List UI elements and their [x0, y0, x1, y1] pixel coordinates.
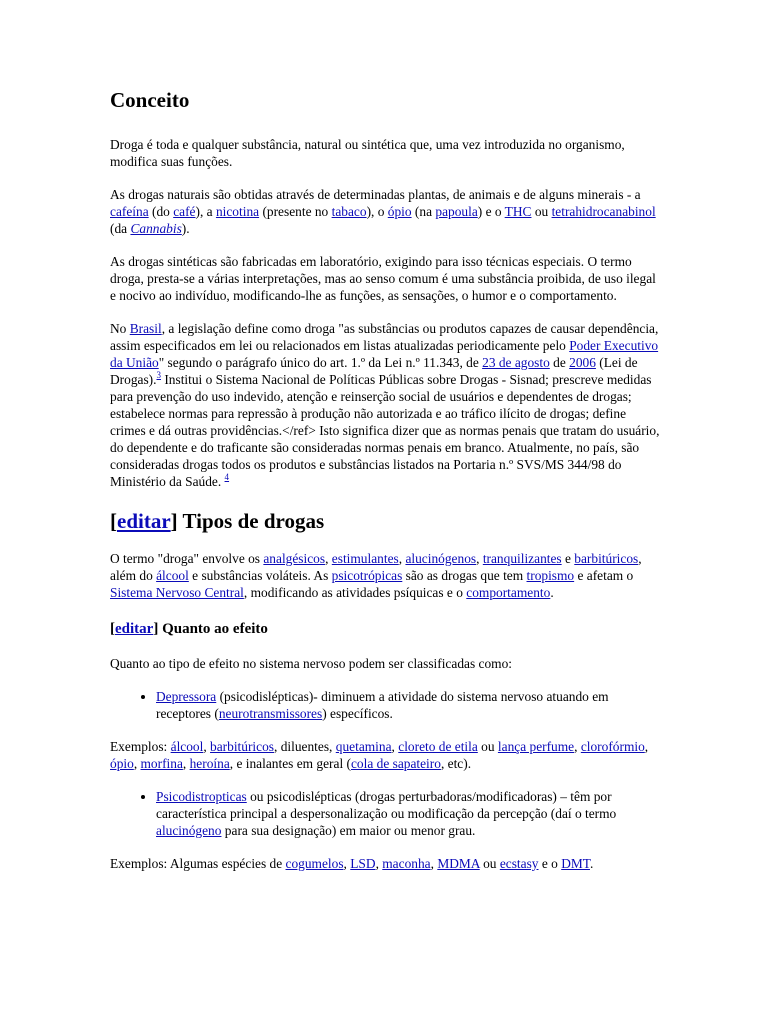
text: , além do: [110, 551, 642, 583]
text: para sua designação) em maior ou menor grau.: [221, 823, 476, 838]
text: Exemplos:: [110, 739, 171, 754]
edit-link-efeito[interactable]: editar: [115, 621, 154, 637]
text: (da: [110, 221, 131, 236]
efeito-heading: [110, 619, 662, 639]
efeito-list-1: [110, 688, 662, 722]
conceito-paragraph-1: Droga é toda e qualquer substância, natural ou sintética que, uma vez introduzida no organismo, modifica suas funções.: [110, 137, 625, 169]
text: No: [110, 321, 130, 336]
link-brasil[interactable]: Brasil: [129, 321, 162, 336]
link-tranquilizantes[interactable]: tranquilizantes: [482, 551, 562, 566]
link-cola-de-sapateiro[interactable]: cola de sapateiro: [350, 756, 441, 771]
text: ), a: [195, 204, 216, 219]
text: ou: [477, 739, 498, 754]
text: e o: [538, 856, 562, 871]
text: ,: [325, 551, 332, 566]
efeito-title: Quanto ao efeito: [158, 621, 268, 637]
text: O termo "droga" envolve os: [110, 551, 264, 566]
text: As drogas naturais são obtidas através de determinadas plantas, de animais e de alguns minerais - a: [110, 187, 641, 202]
text: e substâncias voláteis. As: [188, 568, 332, 583]
text: ,: [430, 856, 438, 871]
link-cafeina[interactable]: cafeína: [110, 204, 149, 219]
link-23-de-agosto[interactable]: 23 de agosto: [482, 355, 550, 370]
link-dmt[interactable]: DMT: [561, 856, 590, 871]
text: e: [561, 551, 575, 566]
text: , e inalantes em geral (: [229, 756, 351, 771]
text: ) específicos.: [322, 706, 393, 721]
conceito-heading: Conceito: [110, 88, 190, 112]
link-comportamento[interactable]: comportamento: [466, 585, 551, 600]
link-heroina[interactable]: heroína: [189, 756, 230, 771]
text: ,: [574, 739, 581, 754]
link-barbituricos[interactable]: barbitúricos: [574, 551, 639, 566]
conceito-paragraph-3: As drogas sintéticas são fabricadas em laboratório, exigindo para isso técnicas especiais. O termo droga, presta-se a várias interpretações, mas ao senso comum é uma substância proibida, de uso ilegal e nocivo ao indivíduo, modificando-lhe as funções, as sensações, o humor e o comportamento.: [110, 254, 656, 303]
link-tetrahidrocanabinol[interactable]: tetrahidrocanabinol: [551, 204, 656, 219]
text: ,: [391, 739, 399, 754]
link-nicotina[interactable]: nicotina: [215, 204, 260, 219]
link-lsd[interactable]: LSD: [350, 856, 376, 871]
text: ,: [133, 756, 141, 771]
link-ecstasy[interactable]: ecstasy: [499, 856, 539, 871]
link-maconha[interactable]: maconha: [382, 856, 431, 871]
text: .: [589, 856, 594, 871]
efeito-intro: Quanto ao tipo de efeito no sistema nervoso podem ser classificadas como:: [110, 656, 512, 671]
link-opio[interactable]: ópio: [110, 756, 134, 771]
bracket-open: [: [110, 621, 115, 637]
efeito-list-2: [110, 788, 662, 839]
link-tabaco[interactable]: tabaco: [331, 204, 367, 219]
list-item-depressora: [156, 688, 662, 722]
text: , etc).: [440, 756, 472, 771]
link-papoula[interactable]: papoula: [435, 204, 478, 219]
link-alcool[interactable]: álcool: [156, 568, 189, 583]
text: (Lei de Drogas).: [110, 355, 638, 387]
conceito-paragraph-2: [110, 186, 662, 237]
link-analgesicos[interactable]: analgésicos: [263, 551, 326, 566]
list-item-psicodistropticas: [156, 788, 662, 839]
footnote-ref-3[interactable]: 3: [156, 370, 161, 380]
text: Institui o Sistema Nacional de Políticas Públicas sobre Drogas - Sisnad; prescreve medidas para prevenção do uso indevido, atenção e reinserção social de usuários e dependentes de drogas; estabelece normas para repressão à produção não autorizada e ao tráfico ilícito de drogas; define crimes e dá outras providências.</ref> Isto significa dizer que as normas penais que tratam do usuário, do dependente e do traficante são consideradas normas penais em branco. Atualmente, no país, são consideradas drogas todos os produtos e substâncias listados na Portaria n.º SVS/MS 344/98 do Ministério da Saúde.: [110, 372, 660, 489]
bracket-open: [: [110, 509, 117, 533]
link-neurotransmissores[interactable]: neurotransmissores: [218, 706, 323, 721]
link-psicotropicas[interactable]: psicotrópicas: [331, 568, 403, 583]
link-mdma[interactable]: MDMA: [437, 856, 480, 871]
link-psicodistropticas[interactable]: Psicodistropticas: [156, 789, 247, 804]
link-depressora[interactable]: Depressora: [156, 689, 217, 704]
link-lanca-perfume[interactable]: lança perfume: [497, 739, 575, 754]
text: (na: [411, 204, 436, 219]
edit-link-tipos[interactable]: editar: [117, 509, 171, 533]
text: ,: [644, 739, 649, 754]
text: ).: [181, 221, 190, 236]
link-2006[interactable]: 2006: [569, 355, 596, 370]
text: ou: [479, 856, 500, 871]
exemplos-paragraph-1: [110, 738, 662, 772]
link-cloreto-de-etila[interactable]: cloreto de etila: [398, 739, 478, 754]
text: ,: [398, 551, 406, 566]
link-poder-executivo[interactable]: Poder Executivo da União: [110, 338, 659, 370]
document-page: [110, 86, 662, 888]
cannabis-italic: Cannabis: [130, 221, 182, 236]
link-morfina[interactable]: morfina: [140, 756, 183, 771]
tipos-title: Tipos de drogas: [177, 509, 325, 533]
link-tropismo[interactable]: tropismo: [526, 568, 575, 583]
text: ou: [531, 204, 552, 219]
text: de: [549, 355, 570, 370]
link-cogumelos[interactable]: cogumelos: [285, 856, 344, 871]
text: , modificando as atividades psíquicas e o: [243, 585, 467, 600]
text: ,: [476, 551, 483, 566]
text: (psicodislépticas)- diminuem a atividade do sistema nervoso atuando em receptores (: [156, 689, 609, 721]
text: ,: [203, 739, 211, 754]
text: são as drogas que tem: [402, 568, 527, 583]
text: e afetam o: [574, 568, 634, 583]
tipos-paragraph-1: [110, 550, 662, 601]
link-sistema-nervoso-central[interactable]: Sistema Nervoso Central: [110, 585, 244, 600]
text: .: [550, 585, 554, 600]
link-cannabis[interactable]: [130, 221, 181, 236]
link-alucinogeno[interactable]: alucinógeno: [156, 823, 222, 838]
link-estimulantes[interactable]: estimulantes: [331, 551, 399, 566]
link-barbituricos[interactable]: barbitúricos: [210, 739, 275, 754]
text: ,: [343, 856, 351, 871]
footnote-ref-4[interactable]: 4: [224, 472, 230, 482]
link-cloroformio[interactable]: clorofórmio: [580, 739, 645, 754]
text: ) e o: [477, 204, 505, 219]
text: (do: [148, 204, 174, 219]
link-opio[interactable]: ópio: [387, 204, 412, 219]
text: , diluentes,: [274, 739, 336, 754]
conceito-paragraph-4: [110, 320, 662, 490]
text: , a legislação define como droga "as substâncias ou produtos capazes de causar dependência, assim especificados em lei ou relacionados em listas atualizadas periodicamente pelo: [110, 321, 659, 353]
link-cafe[interactable]: café: [173, 204, 196, 219]
bracket-close: ]: [153, 621, 159, 637]
text: ,: [375, 856, 383, 871]
text: ,: [182, 756, 190, 771]
text: ), o: [366, 204, 388, 219]
text: Exemplos: Algumas espécies de: [110, 856, 286, 871]
link-alucinogenos[interactable]: alucinógenos: [405, 551, 477, 566]
link-quetamina[interactable]: quetamina: [335, 739, 392, 754]
text: " segundo o parágrafo único do art. 1.º da Lei n.º 11.343, de: [158, 355, 483, 370]
link-alcool[interactable]: álcool: [170, 739, 204, 754]
exemplos-paragraph-2: [110, 855, 662, 872]
text: ou psicodislépticas (drogas perturbadoras/modificadoras) – têm por característica principal a despersonalização ou modificação da percepção (daí o termo: [156, 789, 617, 821]
tipos-heading: [110, 508, 662, 534]
link-thc[interactable]: THC: [504, 204, 532, 219]
text: (presente no: [259, 204, 332, 219]
bracket-close: ]: [170, 509, 178, 533]
